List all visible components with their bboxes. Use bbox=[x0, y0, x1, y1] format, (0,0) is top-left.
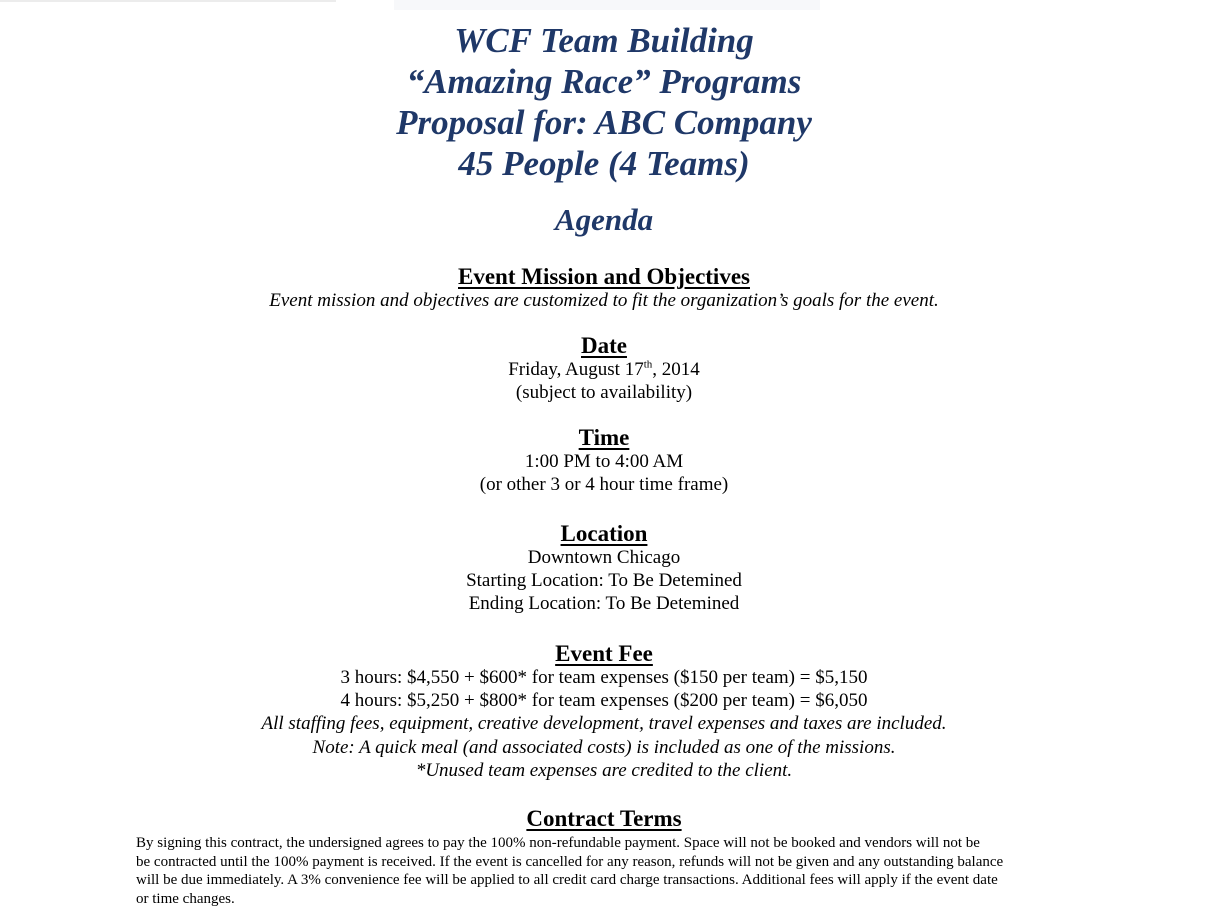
location-section bbox=[0, 521, 1208, 616]
location-city: Downtown Chicago bbox=[527, 547, 681, 568]
fee-included-note: All staffing fees, equipment, creative development, travel expenses and taxes are included. bbox=[261, 713, 947, 735]
time-heading: Time bbox=[578, 425, 630, 450]
fee-section bbox=[0, 641, 1208, 782]
agenda-title: Agenda bbox=[554, 202, 654, 237]
date-heading: Date bbox=[581, 333, 627, 358]
contract-line-1: By signing this contract, the undersigned agrees to pay the 100% non-refundable payment. Space will not be booked and vendors will not be bbox=[136, 835, 980, 851]
contract-line-4: or time changes. bbox=[136, 890, 235, 907]
time-value: 1:00 PM to 4:00 AM bbox=[524, 451, 684, 472]
date-value: Friday, August 17th, 2014 bbox=[508, 358, 700, 380]
fee-4-hours: 4 hours: $5,250 + $800* for team expenses ($200 per team) = $6,050 bbox=[340, 690, 868, 712]
title-line-2: “Amazing Race” Programs bbox=[406, 62, 802, 101]
location-start: Starting Location: To Be Detemined bbox=[466, 570, 742, 592]
title-line-3: Proposal for: ABC Company bbox=[396, 103, 812, 142]
mission-section bbox=[0, 264, 1208, 312]
title-line-4: 45 People (4 Teams) bbox=[458, 144, 750, 183]
date-availability: (subject to availability) bbox=[515, 382, 693, 404]
mission-heading: Event Mission and Objectives bbox=[458, 264, 750, 289]
fee-heading: Event Fee bbox=[555, 641, 653, 666]
contract-line-3: will be due immediately. A 3% convenience fee will be applied to all credit card charge transactions. Additional fees will apply if the event date bbox=[136, 872, 998, 888]
location-end: Ending Location: To Be Detemined bbox=[468, 593, 740, 615]
contract-heading: Contract Terms bbox=[526, 806, 682, 831]
top-divider bbox=[0, 0, 336, 2]
mission-text: Event mission and objectives are customized to fit the organization’s goals for the event. bbox=[269, 290, 939, 311]
contract-section bbox=[0, 806, 1208, 831]
fee-unused-note: *Unused team expenses are credited to the client. bbox=[415, 759, 793, 781]
top-shade bbox=[394, 0, 820, 10]
location-heading: Location bbox=[560, 521, 648, 546]
contract-line-2: be contracted until the 100% payment is received. If the event is cancelled for any reason, refunds will not be given and any outstanding balance bbox=[136, 853, 1004, 870]
time-alternative: (or other 3 or 4 hour time frame) bbox=[479, 474, 729, 496]
title-line-1: WCF Team Building bbox=[454, 21, 754, 60]
date-section bbox=[0, 333, 1208, 404]
proposal-title bbox=[0, 20, 1208, 184]
fee-3-hours: 3 hours: $4,550 + $600* for team expenses ($150 per team) = $5,150 bbox=[340, 667, 868, 688]
time-section bbox=[0, 425, 1208, 496]
fee-meal-note: Note: A quick meal (and associated costs) is included as one of the missions. bbox=[312, 736, 896, 758]
contract-terms-text bbox=[136, 834, 1076, 908]
